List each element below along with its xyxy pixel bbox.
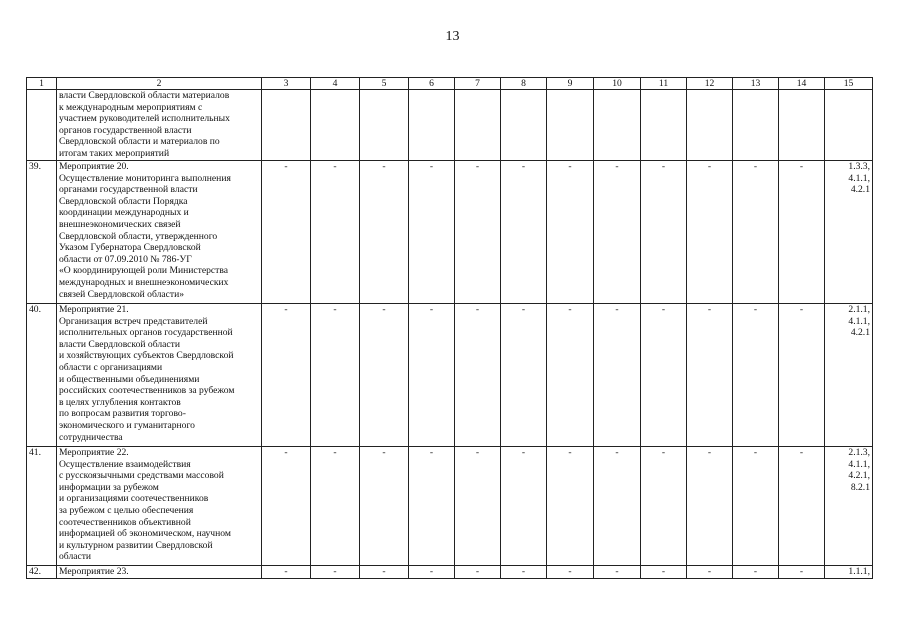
column-header: 3 xyxy=(262,78,311,90)
description-line: власти Свердловской области материалов xyxy=(59,90,230,101)
value-cell: - xyxy=(733,447,779,566)
value-cell: - xyxy=(501,304,547,447)
description-line: связей Свердловской области» xyxy=(59,288,185,300)
value-cell xyxy=(262,90,311,161)
value-cell: - xyxy=(547,304,594,447)
column-number-row xyxy=(27,78,873,90)
column-header: 15 xyxy=(825,78,873,90)
value-cell: - xyxy=(360,304,409,447)
target-ref: 8.2.1 xyxy=(850,481,870,493)
value-cell: - xyxy=(262,304,311,447)
description-line: и культурном развитии Свердловской xyxy=(59,539,213,551)
description-line: Свердловской области, утвержденного xyxy=(59,230,218,242)
target-ref: 4.2.1, xyxy=(848,470,870,482)
value-cell xyxy=(547,90,594,161)
table-row xyxy=(27,161,873,304)
page-number: 13 xyxy=(445,29,460,44)
description-line: Мероприятие 22. xyxy=(59,447,129,458)
description-line: российских соотечественников за рубежом xyxy=(59,385,235,397)
description-line: и организациями соотечественников xyxy=(59,493,209,505)
value-cell: - xyxy=(455,304,501,447)
table-row xyxy=(27,447,873,566)
row-number: 40. xyxy=(27,304,57,447)
value-cell: - xyxy=(779,161,825,304)
target-ref: 2.1.1, xyxy=(848,304,870,315)
value-cell: - xyxy=(641,447,687,566)
value-cell: - xyxy=(641,304,687,447)
description-line: Мероприятие 23. xyxy=(59,566,129,577)
value-cell: - xyxy=(594,566,641,579)
table-row-continuation xyxy=(27,90,873,161)
description-line: соотечественников объективной xyxy=(59,516,191,528)
value-cell: - xyxy=(501,566,547,579)
description-line: участием руководителей исполнительных xyxy=(59,113,230,125)
target-refs xyxy=(825,447,873,566)
description-line: области с организациями xyxy=(59,361,163,373)
target-refs xyxy=(825,304,873,447)
table-row xyxy=(27,304,873,447)
value-cell: - xyxy=(641,566,687,579)
value-cell xyxy=(779,90,825,161)
value-cell: - xyxy=(733,566,779,579)
description-line: и общественными объединениями xyxy=(59,373,200,385)
description-line: органов государственной власти xyxy=(59,124,192,136)
value-cell: - xyxy=(547,566,594,579)
activity-description xyxy=(57,161,262,304)
description-line: Свердловской области и материалов по xyxy=(59,136,220,148)
value-cell: - xyxy=(360,447,409,566)
column-header: 13 xyxy=(733,78,779,90)
column-header: 10 xyxy=(594,78,641,90)
activity-description xyxy=(57,447,262,566)
value-cell: - xyxy=(501,161,547,304)
target-ref: 4.1.1, xyxy=(848,172,870,184)
row-number: 39. xyxy=(27,161,57,304)
value-cell: - xyxy=(409,161,455,304)
description-line: области xyxy=(59,551,92,563)
column-header: 11 xyxy=(641,78,687,90)
value-cell: - xyxy=(687,566,733,579)
activity-description xyxy=(57,90,262,161)
column-header: 14 xyxy=(779,78,825,90)
description-line: за рубежом с целью обеспечения xyxy=(59,504,194,516)
description-line: власти Свердловской области xyxy=(59,338,181,350)
value-cell: - xyxy=(779,566,825,579)
value-cell: - xyxy=(262,566,311,579)
column-header: 6 xyxy=(409,78,455,90)
row-number: 42. xyxy=(27,566,57,579)
value-cell xyxy=(409,90,455,161)
description-line: информацией об экономическом, научном xyxy=(59,528,231,540)
description-line: органами государственной власти xyxy=(59,184,198,196)
value-cell: - xyxy=(455,161,501,304)
column-header: 9 xyxy=(547,78,594,90)
target-ref: 4.1.1, xyxy=(848,458,870,470)
value-cell xyxy=(501,90,547,161)
description-line: Организация встреч представителей xyxy=(59,315,208,327)
description-line: Осуществление мониторинга выполнения xyxy=(59,172,231,184)
target-refs xyxy=(825,566,873,579)
description-line: к международным мероприятиям с xyxy=(59,101,203,113)
value-cell: - xyxy=(409,304,455,447)
description-line: Мероприятие 20. xyxy=(59,161,129,172)
value-cell: - xyxy=(687,161,733,304)
value-cell: - xyxy=(360,161,409,304)
value-cell: - xyxy=(311,566,360,579)
description-line: внешнеэкономических связей xyxy=(59,218,181,230)
value-cell: - xyxy=(594,161,641,304)
target-ref: 4.2.1 xyxy=(850,184,870,196)
value-cell: - xyxy=(360,566,409,579)
value-cell: - xyxy=(409,566,455,579)
value-cell: - xyxy=(594,304,641,447)
target-ref: 1.1.1, xyxy=(848,566,870,577)
description-line: информации за рубежом xyxy=(59,481,159,493)
value-cell: - xyxy=(455,447,501,566)
value-cell xyxy=(360,90,409,161)
column-header: 8 xyxy=(501,78,547,90)
description-line: координации международных и xyxy=(59,207,189,219)
value-cell: - xyxy=(311,161,360,304)
description-line: итогам таких мероприятий xyxy=(59,147,170,159)
description-line: «О координирующей роли Министерства xyxy=(59,265,228,277)
column-header: 2 xyxy=(57,78,262,90)
target-refs xyxy=(825,161,873,304)
description-line: и хозяйствующих субъектов Свердловской xyxy=(59,350,234,362)
activities-table xyxy=(26,77,873,579)
value-cell: - xyxy=(779,447,825,566)
column-header: 1 xyxy=(27,78,57,90)
description-line: международных и внешнеэкономических xyxy=(59,276,229,288)
description-line: Мероприятие 21. xyxy=(59,304,129,315)
column-header: 4 xyxy=(311,78,360,90)
value-cell: - xyxy=(262,161,311,304)
value-cell: - xyxy=(733,161,779,304)
description-line: сотрудничества xyxy=(59,431,123,443)
value-cell xyxy=(641,90,687,161)
description-line: Свердловской области Порядка xyxy=(59,195,188,207)
description-line: экономического и гуманитарного xyxy=(59,419,195,431)
value-cell: - xyxy=(501,447,547,566)
row-number xyxy=(27,90,57,161)
value-cell: - xyxy=(547,161,594,304)
value-cell: - xyxy=(311,304,360,447)
value-cell: - xyxy=(641,161,687,304)
column-header: 5 xyxy=(360,78,409,90)
value-cell: - xyxy=(547,447,594,566)
description-line: области от 07.09.2010 № 786-УГ xyxy=(59,253,192,265)
target-ref: 1.3.3, xyxy=(848,161,870,172)
value-cell: - xyxy=(455,566,501,579)
value-cell: - xyxy=(594,447,641,566)
column-header: 12 xyxy=(687,78,733,90)
value-cell xyxy=(311,90,360,161)
target-refs xyxy=(825,90,873,161)
value-cell: - xyxy=(262,447,311,566)
description-line: исполнительных органов государственной xyxy=(59,327,233,339)
value-cell: - xyxy=(687,447,733,566)
value-cell xyxy=(733,90,779,161)
description-line: по вопросам развития торгово- xyxy=(59,408,186,420)
value-cell: - xyxy=(311,447,360,566)
description-line: Осуществление взаимодействия xyxy=(59,458,191,470)
column-header: 7 xyxy=(455,78,501,90)
target-ref: 4.2.1 xyxy=(850,327,870,339)
row-number: 41. xyxy=(27,447,57,566)
target-ref: 4.1.1, xyxy=(848,315,870,327)
value-cell: - xyxy=(733,304,779,447)
activity-description xyxy=(57,304,262,447)
description-line: в целях углубления контактов xyxy=(59,396,181,408)
description-line: с русскоязычными средствами массовой xyxy=(59,470,224,482)
description-line: Указом Губернатора Свердловской xyxy=(59,242,201,254)
value-cell: - xyxy=(687,304,733,447)
value-cell: - xyxy=(779,304,825,447)
table-row xyxy=(27,566,873,579)
value-cell xyxy=(455,90,501,161)
value-cell: - xyxy=(409,447,455,566)
value-cell xyxy=(687,90,733,161)
target-ref: 2.1.3, xyxy=(848,447,870,458)
value-cell xyxy=(594,90,641,161)
activity-description xyxy=(57,566,262,579)
